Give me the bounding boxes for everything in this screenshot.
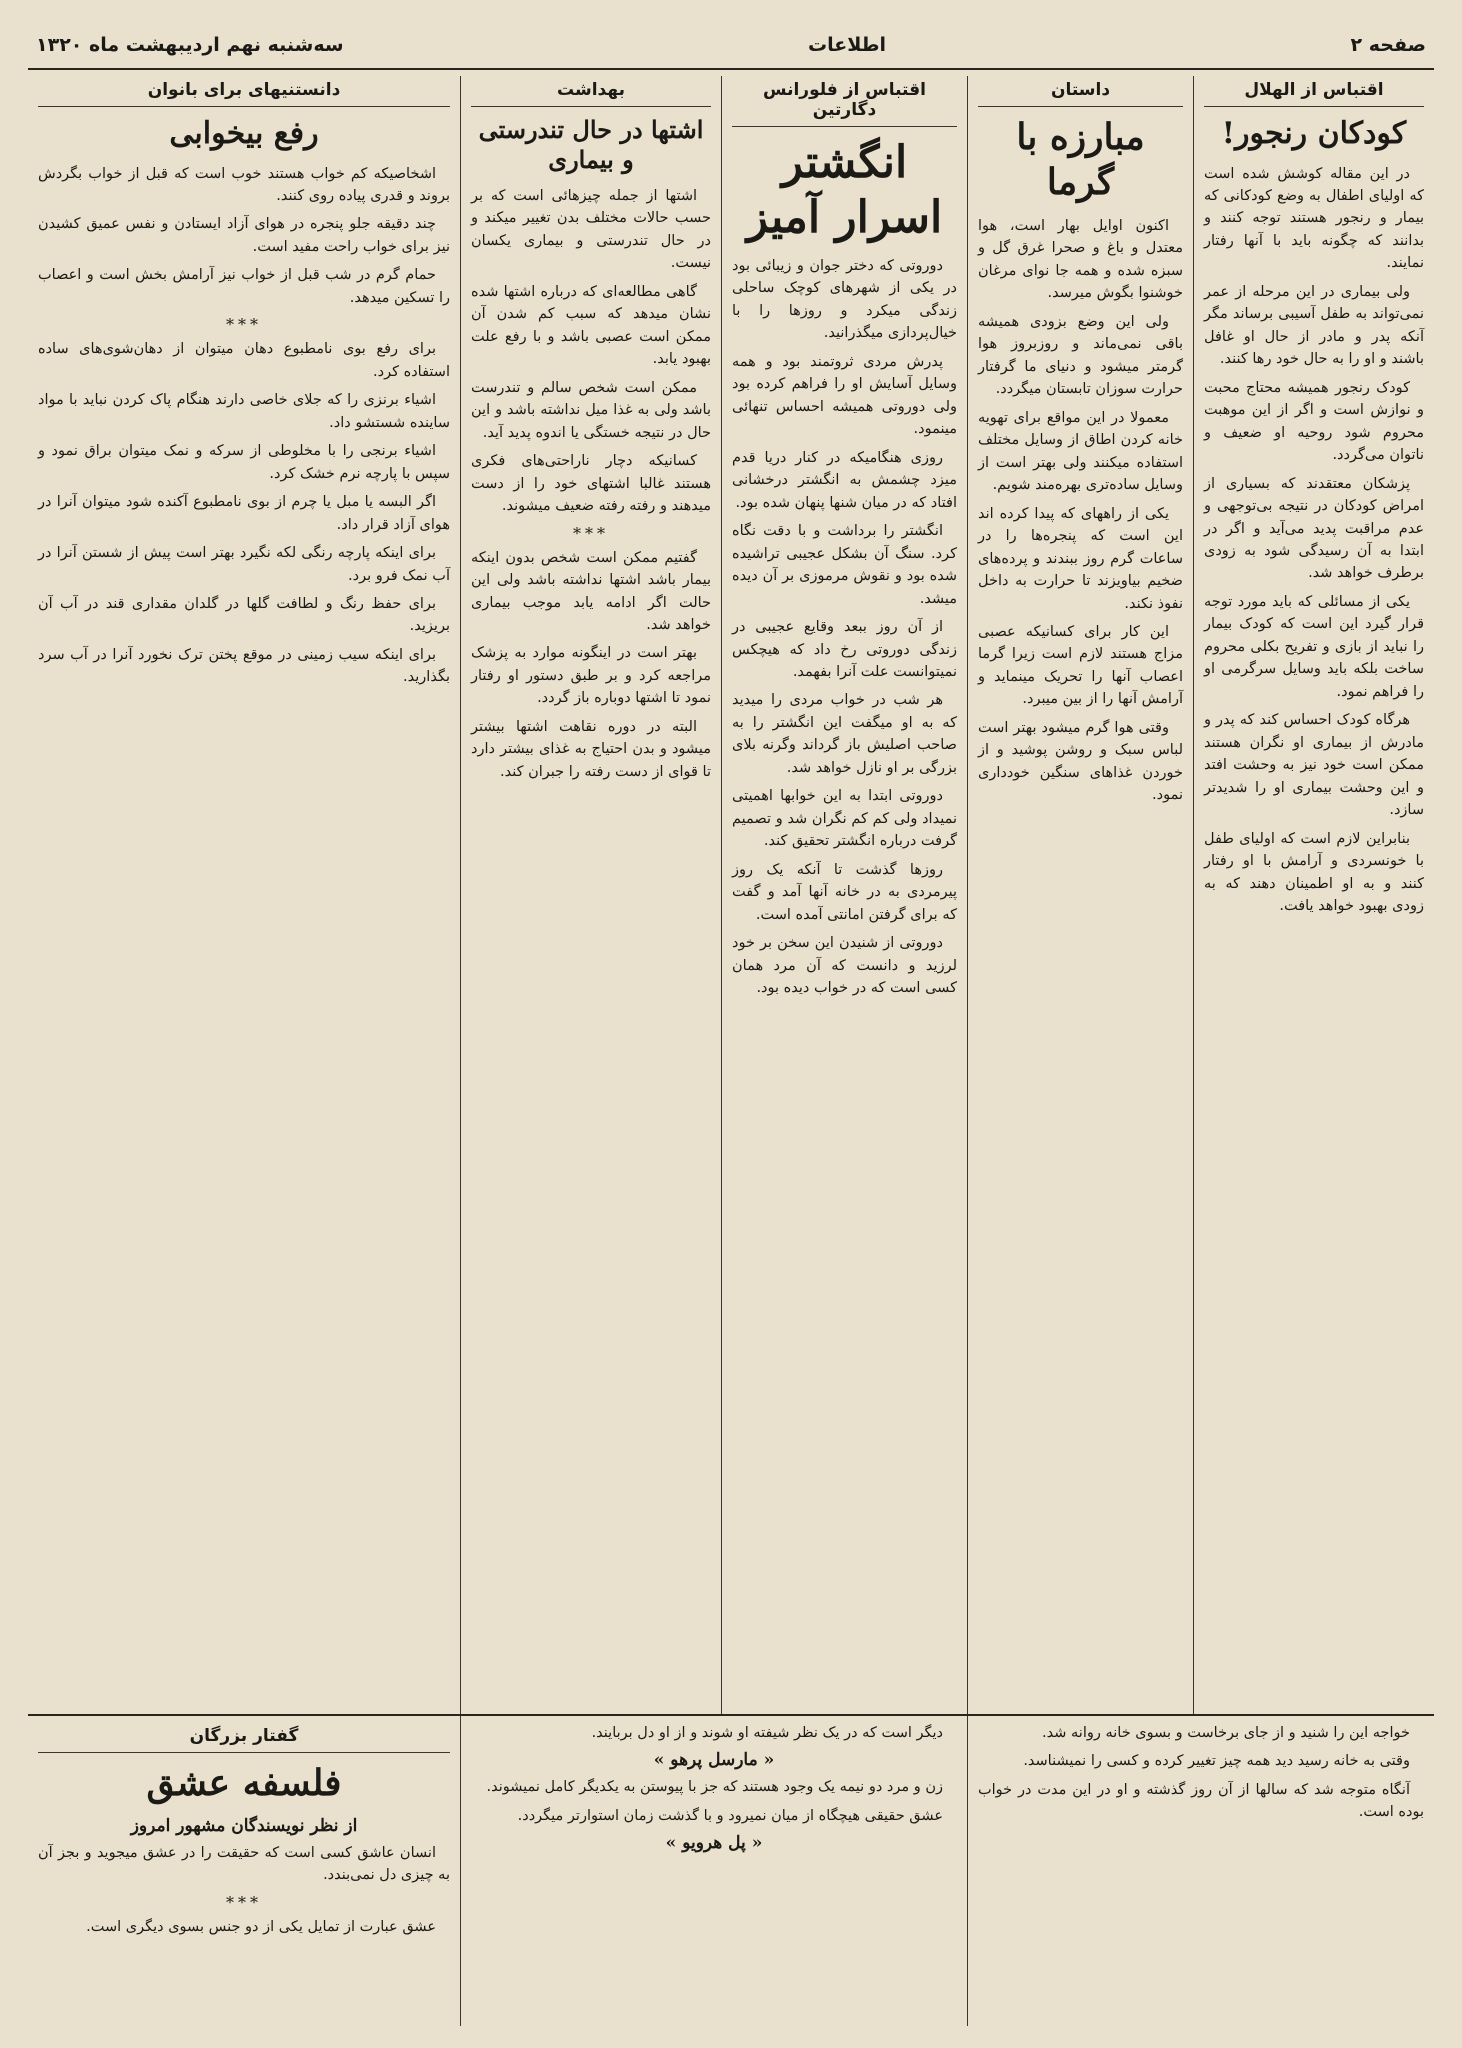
column-divider [721,76,722,1716]
paragraph: دوروتی که دختر جوان و زیبائی بود در یکی از شهرهای کوچک ساحلی زندگی میکرد و روزها را با خیال‌پردازی میگذرانید. [732,258,957,342]
paragraph: اگر البسه یا مبل یا چرم از بوی نامطبوع آکنده شود میتوان آنرا در هوای آزاد قرار داد. [38,494,450,533]
paragraph: این کار برای کسانیکه عصبی مزاج هستند لازم است زیرا گرما اعصاب آنها را تحریک مینماید و آرامش آنها را از بین میبرد. [978,623,1183,708]
article-title: کودکان رنجور! [1221,116,1407,151]
article-title: انگشتر اسرار آمیز [746,137,943,243]
quote-attribution: « پل هرویو » [665,1833,763,1854]
paragraph: وقتی به خانه رسید دید همه چیز تغییر کرده و کسی را نمیشناسد. [1023,1753,1410,1770]
paragraph: آنگاه متوجه شد که سالها از آن روز گذشته و او در این مدت در خواب بوده است. [978,1781,1424,1821]
paragraph: برای رفع بوی نامطبوع دهان میتوان از دهان‌شوی‌های ساده استفاده کرد. [38,341,450,380]
section-label: گفتار بزرگان [38,1722,450,1753]
column-women [28,76,460,1716]
paragraph: اشخاصیکه کم خواب هستند خوب است که قبل از خواب بگردش بروند و قدری پیاده روی کنند. [38,165,450,204]
column-divider [1193,76,1194,1716]
paragraph: در این مقاله کوشش شده است که اولیای اطفال به وضع کودکانی که بیمار و رنجور هستند توجه کنند و بدانند که چگونه باید با آنها رفتار نمایند. [1204,165,1424,272]
paragraph: بهتر است در اینگونه موارد به پزشک مراجعه کرد و بر طبق دستور او رفتار نمود تا اشتها دوباره باز گردد. [471,645,711,707]
article-body [1204,163,1424,918]
newspaper-page [28,22,1434,2026]
paragraph: خواجه این را شنید و از جای برخاست و بسوی خانه روانه شد. [1042,1725,1410,1741]
article-title: فلسفه عشق [146,1762,342,1804]
bottom-band [28,1714,1434,2026]
paragraph: اشیاء برنجی را با مخلوطی از سرکه و نمک میتوان براق نمود و سپس با پارچه نرم خشک کرد. [38,443,450,482]
section-label: بهداشت [471,76,711,107]
paragraph: روزی هنگامیکه در کنار دریا قدم میزد چشمش به انگشتر درخشانی افتاد که در میان شنها پنهان شده بود. [732,449,957,511]
article-title: اشتها در حال تندرستی و بیماری [478,115,704,174]
quote-attribution: « مارسل پرهو » [653,1750,775,1771]
paragraph: پزشکان معتقدند که بسیاری از امراض کودکان در نتیجه بی‌توجهی و عدم مراقبت پدید می‌آید و اگر در ابتدا به آن رسیدگی شود به زودی برطرف خواهد شد. [1204,475,1424,582]
separator-stars: *** [573,523,609,543]
column-health [461,76,721,1716]
paragraph: اکنون اوایل بهار است، هوا معتدل و باغ و صحرا غرق گل و سبزه شده و همه جا نوای مرغان خوشنوا بگوش میرسد. [978,218,1183,302]
section-label: داستان [978,76,1183,107]
paragraph: یکی از راههای که پیدا کرده اند این است که پنجره‌ها را در ساعات گرم روز ببندند و پرده‌های ضخیم بیاویزند تا حرارت به داخل نفوذ نکند. [978,505,1183,612]
article-title: مبارزه با گرما [1016,116,1145,203]
paragraph: حمام گرم در شب قبل از خواب نیز آرامش بخش است و اعصاب را تسکین میدهد. [38,267,450,306]
paragraph: برای اینکه سیب زمینی در موقع پختن ترک نخورد آنرا در آب سرد بگذارید. [38,646,450,686]
paragraph: از آن روز ببعد وقایع عجیبی در زندگی دوروتی رخ داد که هیچکس نمیتوانست علت آنرا بفهمد. [732,619,957,680]
column-heat [968,76,1193,1716]
column-children [1194,76,1434,1716]
band-middle-quotes [461,1716,967,2026]
paragraph: یکی از مسائلی که باید مورد توجه قرار گیرد این است که کودک بیمار را نباید از بازی و تفریح بکلی محروم ساخت بلکه باید وسایل سرگرمی او را فراهم نمود. [1204,593,1424,700]
paragraph: هر شب در خواب مردی را میدید که به او میگفت این انگشتر را به صاحب اصلیش باز گرداند وگرنه بلای بزرگی بر او نازل خواهد شد. [732,692,957,776]
paragraph: برای حفظ رنگ و لطافت گلها در گلدان مقداری قند در آب آن بریزید. [38,596,450,635]
paragraph: زن و مرد دو نیمه یک وجود هستند که جز با پیوستن به یکدیگر کامل نمیشوند. [486,1779,943,1796]
paragraph: بنابراین لازم است که اولیای طفل با خونسردی و آرامش با او رفتار کنند و به او اطمینان دهند که به زودی بهبود خواهد یافت. [1204,830,1424,915]
column-story [722,76,967,1716]
paragraph: ولی این وضع بزودی همیشه باقی نمی‌ماند و روزبروز هوا گرمتر میشود و دنیای ما گرفتار حرارت سوزان تابستان میگردد. [978,313,1183,398]
band-right-story [968,1716,1434,2026]
paragraph: چند دقیقه جلو پنجره در هوای آزاد ایستادن و نفس عمیق کشیدن نیز برای خواب راحت مفید است. [38,216,450,255]
paragraph: معمولا در این مواقع برای تهویه خانه کردن اطاق از وسایل مختلف استفاده میکنند ولی بهتر است از وسایل ساده‌تری بهره‌مند شویم. [978,409,1183,494]
paragraph: انگشتر را برداشت و با دقت نگاه کرد. سنگ آن بشکل عجیبی تراشیده شده بود و نقوش مرموزی بر آن دیده میشد. [732,523,957,607]
paragraph: اشیاء برنزی را که جلای خاصی دارند هنگام پاک کردن نباید با مواد ساینده شستشو داد. [38,392,450,431]
page-header [28,22,1434,70]
paragraph: کسانیکه دچار ناراحتی‌های فکری هستند غالبا اشتهای خود را از دست میدهند و رفته رفته ضعیف میشوند. [471,453,711,515]
column-divider [967,1716,968,2026]
paragraph: دوروتی ابتدا به این خوابها اهمیتی نمیداد ولی کم کم نگران شد و تصمیم گرفت درباره انگشتر تحقیق کند. [732,788,957,850]
section-label: دانستنیهای برای بانوان [38,76,450,107]
column-divider [460,1716,461,2026]
paragraph: اشتها از جمله چیزهائی است که بر حسب حالات مختلف بدن تغییر میکند و در حال تندرستی و بیماری یکسان نیست. [471,188,711,272]
separator-stars: *** [226,1892,262,1912]
paragraph: پدرش مردی ثروتمند بود و همه وسایل آسایش او را فراهم کرده بود ولی دوروتی همیشه احساس تنهائی مینمود. [732,353,957,438]
band-love-philosophy [28,1716,460,2026]
paragraph: انسان عاشق کسی است که حقیقت را در عشق میجوید و بجز آن به چیزی دل نمی‌بندد. [38,1845,450,1884]
article-title: رفع بیخوابی [169,116,319,151]
paragraph: دوروتی از شنیدن این سخن بر خود لرزید و دانست که آن مرد همان کسی است که در خواب دیده بود. [732,935,957,997]
paragraph: وقتی هوا گرم میشود بهتر است لباس سبک و روشن پوشید و از خوردن غذاهای سنگین خودداری نمود. [978,719,1183,804]
separator-stars: *** [226,315,262,335]
column-divider [460,76,461,1716]
paragraph: ممکن است شخص سالم و تندرست باشد ولی به غذا میل نداشته باشد و این حال در نتیجه خستگی یا اندوه پدید آید. [471,379,711,441]
paper-name: اطلاعات [808,34,887,56]
paragraph: عشق عبارت از تمایل یکی از دو جنس بسوی دیگری است. [86,1918,436,1935]
paragraph: دیگر است که در یک نظر شیفته او شوند و از او دل بربایند. [591,1725,943,1741]
paragraph: هرگاه کودک احساس کند که پدر و مادرش از بیماری او نگران هستند ممکن است خود نیز به وحشت افتد و این وحشت بیماری او را شدیدتر سازد. [1204,712,1424,819]
issue-date: سه‌شنبه نهم اردیبهشت ماه ۱۳۲۰ [36,34,344,56]
paragraph: ولی بیماری در این مرحله از عمر نمی‌تواند به طفل آسیبی برساند مگر آنکه پدر و مادر از حال او غافل باشند و او را به حال خود رها کنند. [1204,283,1424,368]
paragraph: کودک رنجور همیشه محتاج محبت و نوازش است و اگر از این موهبت محروم شود روحیه او ضعیف و ناتوان می‌گردد. [1204,379,1424,464]
paragraph: برای اینکه پارچه رنگی لکه نگیرد بهتر است پیش از شستن آنرا در آب نمک فرو برد. [38,545,450,584]
paragraph: عشق حقیقی هیچگاه از میان نمیرود و با گذشت زمان استوارتر میگردد. [517,1807,943,1824]
column-divider [967,76,968,1716]
paragraph: گاهی مطالعه‌ای که درباره اشتها شده نشان میدهد که سبب کم شدن آن ممکن است عصبی باشد و با رفع علت بهبود یابد. [471,283,711,368]
paragraph: روزها گذشت تا آنکه یک روز پیرمردی به در خانه آنها آمد و گفت که برای گرفتن امانتی آمده است. [732,861,957,923]
section-label: اقتباس از فلورانس دگارتین [732,76,957,127]
article-subtitle: از نظر نویسندگان مشهور امروز [130,1816,358,1836]
paragraph: گفتیم ممکن است شخص بدون اینکه بیمار باشد اشتها نداشته باشد ولی این حالت اگر ادامه یابد موجب بیماری خواهد شد. [471,549,711,633]
page-number: صفحه ۲ [1350,34,1426,56]
paragraph: البته در دوره نقاهت اشتها بیشتر میشود و بدن احتیاج به غذای بیشتر دارد تا قوای از دست رفته را جبران کند. [471,718,711,780]
section-label: اقتباس از الهلال [1204,76,1424,107]
